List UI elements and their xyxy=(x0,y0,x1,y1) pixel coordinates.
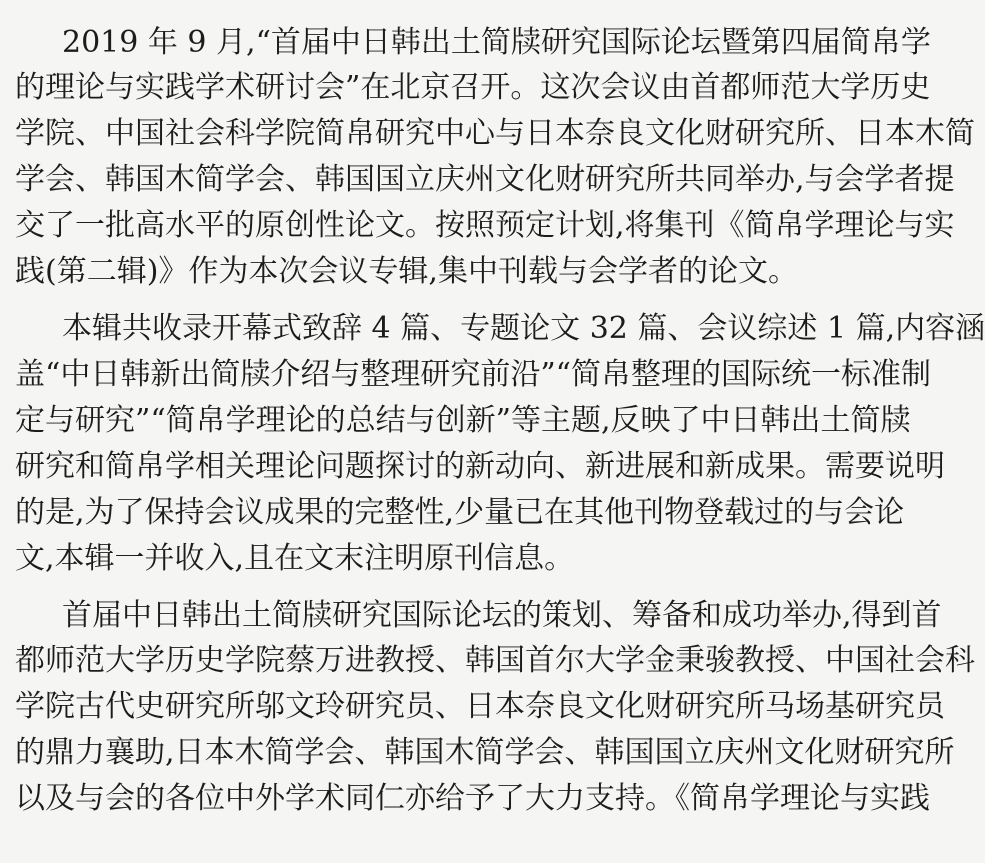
paragraph-1-line-4: 学会、韩国木简学会、韩国国立庆州文化财研究所共同举办,与会学者提 xyxy=(15,162,955,197)
paragraph-1-line-6: 践(第二辑)》作为本次会议专辑,集中刊载与会学者的论文。 xyxy=(15,254,798,289)
paragraph-3-line-4: 的鼎力襄助,日本木简学会、韩国木简学会、韩国国立庆州文化财研究所 xyxy=(15,735,955,770)
paragraph-2-line-3: 定与研究”“简帛学理论的总结与创新”等主题,反映了中日韩出土简牍 xyxy=(15,403,911,438)
paragraph-2-line-4: 研究和简帛学相关理论问题探讨的新动向、新进展和新成果。需要说明 xyxy=(15,449,945,484)
paragraph-1-line-1: 2019 年 9 月,“首届中日韩出土简牍研究国际论坛暨第四届简帛学 xyxy=(62,25,931,60)
paragraph-2-line-1: 本辑共收录开幕式致辞 4 篇、专题论文 32 篇、会议综述 1 篇,内容涵 xyxy=(62,311,985,346)
paragraph-1-line-2: 的理论与实践学术研讨会”在北京召开。这次会议由首都师范大学历史 xyxy=(15,70,931,105)
paragraph-3-line-1: 首届中日韩出土简牍研究国际论坛的策划、筹备和成功举办,得到首 xyxy=(62,598,942,633)
paragraph-2-line-6: 文,本辑一并收入,且在文末注明原刊信息。 xyxy=(15,541,575,576)
paragraph-2-line-5: 的是,为了保持会议成果的完整性,少量已在其他刊物登载过的与会论 xyxy=(15,495,905,530)
paragraph-3-line-2: 都师范大学历史学院蔡万进教授、韩国首尔大学金秉骏教授、中国社会科 xyxy=(15,643,975,678)
paragraph-1-line-5: 交了一批高水平的原创性论文。按照预定计划,将集刊《简帛学理论与实 xyxy=(15,208,955,243)
paragraph-1-line-3: 学院、中国社会科学院简帛研究中心与日本奈良文化财研究所、日本木简 xyxy=(15,116,975,151)
paragraph-3-line-5: 以及与会的各位中外学术同仁亦给予了大力支持。《简帛学理论与实践 xyxy=(15,781,930,816)
paragraph-3-line-3: 学院古代史研究所邬文玲研究员、日本奈良文化财研究所马场基研究员 xyxy=(15,689,945,724)
paragraph-2-line-2: 盖“中日韩新出简牍介绍与整理研究前沿”“简帛整理的国际统一标准制 xyxy=(15,357,932,392)
